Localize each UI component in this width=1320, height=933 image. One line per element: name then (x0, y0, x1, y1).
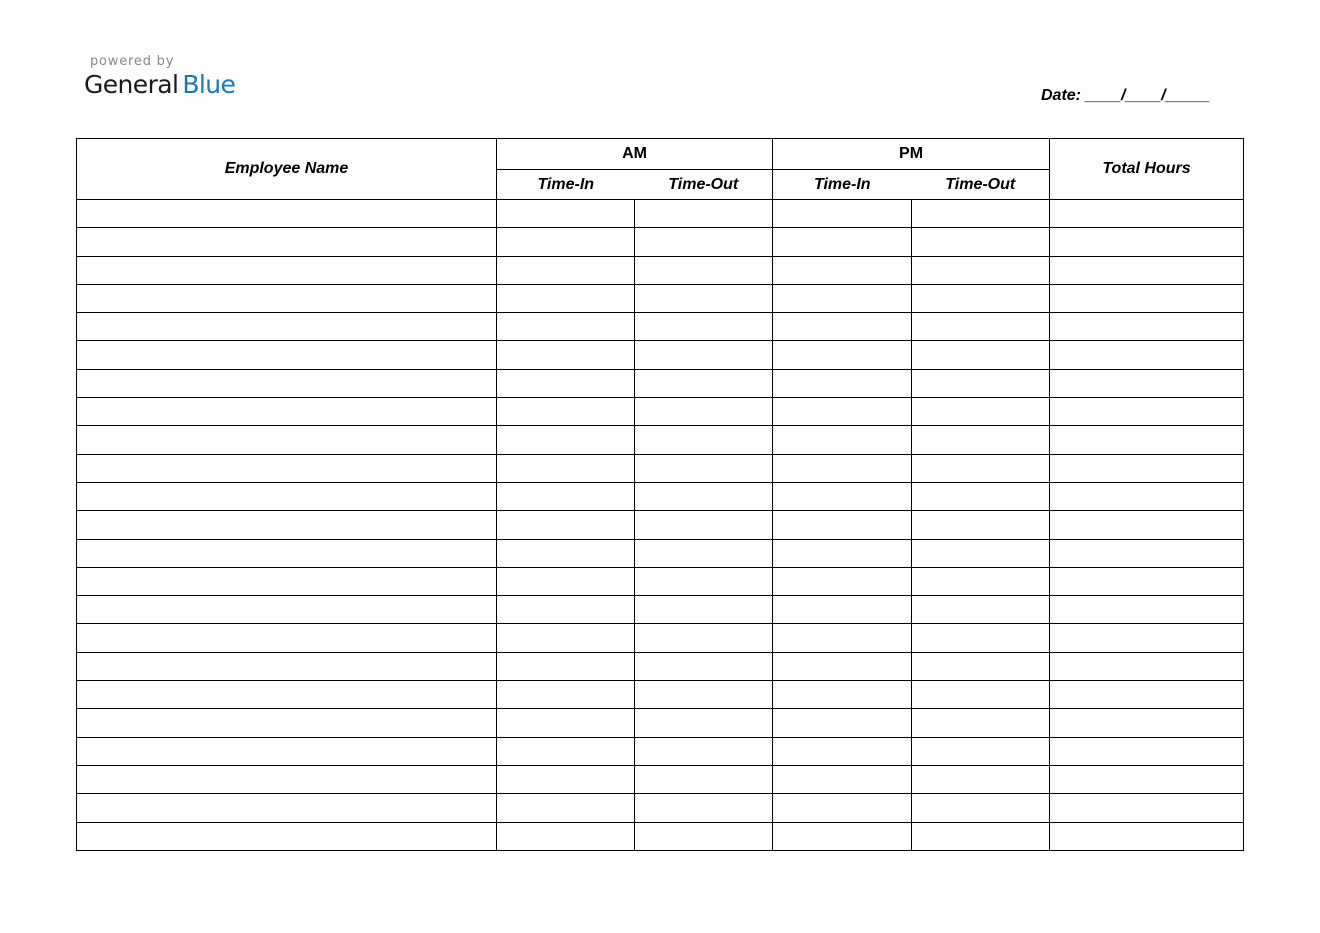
table-row (77, 567, 1244, 595)
total-hours-cell[interactable] (1050, 482, 1244, 510)
total-hours-cell[interactable] (1050, 200, 1244, 228)
am-time-out-cell[interactable] (635, 200, 773, 228)
total-hours-cell[interactable] (1050, 765, 1244, 793)
total-hours-cell[interactable] (1050, 794, 1244, 822)
employee-name-cell[interactable] (77, 567, 497, 595)
time-sheet-table (76, 138, 1244, 851)
pm-time-out-cell[interactable] (912, 426, 1050, 454)
employee-name-cell[interactable] (77, 482, 497, 510)
pm-time-in-cell[interactable] (773, 284, 912, 312)
table-row (77, 822, 1244, 850)
pm-time-in-cell[interactable] (773, 482, 912, 510)
pm-time-in-cell[interactable] (773, 709, 912, 737)
time-sheet-body (77, 200, 1244, 851)
am-time-out-cell[interactable] (635, 794, 773, 822)
employee-name-cell[interactable] (77, 398, 497, 426)
am-time-out-cell[interactable] (635, 596, 773, 624)
am-time-in-cell[interactable] (497, 426, 635, 454)
pm-time-out-cell[interactable] (912, 596, 1050, 624)
pm-time-in-cell[interactable] (773, 822, 912, 850)
total-hours-cell[interactable] (1050, 454, 1244, 482)
am-time-in-cell[interactable] (497, 341, 635, 369)
table-row (77, 681, 1244, 709)
pm-time-in-cell[interactable] (773, 624, 912, 652)
total-hours-cell[interactable] (1050, 737, 1244, 765)
powered-by-text: powered by (90, 54, 175, 69)
employee-name-cell[interactable] (77, 596, 497, 624)
am-time-out-cell[interactable] (635, 369, 773, 397)
am-time-out-cell[interactable] (635, 511, 773, 539)
am-time-in-cell[interactable] (497, 794, 635, 822)
am-time-out-header: Time-Out (635, 170, 773, 200)
am-time-in-cell[interactable] (497, 284, 635, 312)
pm-time-out-cell[interactable] (912, 681, 1050, 709)
brand-name-blue: Blue (182, 70, 236, 99)
pm-time-in-cell[interactable] (773, 369, 912, 397)
total-hours-cell[interactable] (1050, 228, 1244, 256)
pm-time-in-cell[interactable] (773, 539, 912, 567)
am-time-out-cell[interactable] (635, 567, 773, 595)
total-hours-header: Total Hours (1050, 139, 1244, 200)
pm-time-out-cell[interactable] (912, 398, 1050, 426)
pm-time-out-cell[interactable] (912, 737, 1050, 765)
pm-time-out-cell[interactable] (912, 765, 1050, 793)
employee-name-cell[interactable] (77, 228, 497, 256)
employee-name-cell[interactable] (77, 511, 497, 539)
pm-time-out-cell[interactable] (912, 200, 1050, 228)
pm-time-in-cell[interactable] (773, 652, 912, 680)
total-hours-cell[interactable] (1050, 539, 1244, 567)
employee-name-cell[interactable] (77, 313, 497, 341)
pm-time-in-cell[interactable] (773, 426, 912, 454)
table-row (77, 624, 1244, 652)
pm-header: PM (773, 139, 1050, 170)
am-time-in-header: Time-In (497, 170, 635, 200)
employee-name-cell[interactable] (77, 681, 497, 709)
total-hours-cell[interactable] (1050, 652, 1244, 680)
employee-name-cell[interactable] (77, 454, 497, 482)
am-time-in-cell[interactable] (497, 765, 635, 793)
pm-time-in-cell[interactable] (773, 256, 912, 284)
pm-time-out-cell[interactable] (912, 822, 1050, 850)
employee-name-cell[interactable] (77, 794, 497, 822)
pm-time-out-cell[interactable] (912, 482, 1050, 510)
total-hours-cell[interactable] (1050, 284, 1244, 312)
pm-time-in-cell[interactable] (773, 228, 912, 256)
pm-time-out-header: Time-Out (912, 170, 1050, 200)
am-time-out-cell[interactable] (635, 652, 773, 680)
table-row (77, 341, 1244, 369)
total-hours-cell[interactable] (1050, 822, 1244, 850)
am-time-out-cell[interactable] (635, 765, 773, 793)
table-row (77, 228, 1244, 256)
pm-time-out-cell[interactable] (912, 341, 1050, 369)
brand-name-general: General (84, 70, 179, 99)
am-time-in-cell[interactable] (497, 200, 635, 228)
employee-name-header: Employee Name (77, 139, 497, 200)
am-time-out-cell[interactable] (635, 228, 773, 256)
am-time-out-cell[interactable] (635, 709, 773, 737)
am-time-out-cell[interactable] (635, 256, 773, 284)
pm-time-out-cell[interactable] (912, 709, 1050, 737)
table-row (77, 652, 1244, 680)
general-blue-logo (84, 54, 235, 100)
total-hours-cell[interactable] (1050, 709, 1244, 737)
am-time-in-cell[interactable] (497, 539, 635, 567)
am-time-in-cell[interactable] (497, 624, 635, 652)
pm-time-out-cell[interactable] (912, 652, 1050, 680)
total-hours-cell[interactable] (1050, 511, 1244, 539)
employee-name-cell[interactable] (77, 652, 497, 680)
table-row (77, 511, 1244, 539)
am-time-in-cell[interactable] (497, 313, 635, 341)
am-time-in-cell[interactable] (497, 681, 635, 709)
table-row (77, 737, 1244, 765)
employee-name-cell[interactable] (77, 256, 497, 284)
total-hours-cell[interactable] (1050, 341, 1244, 369)
table-row (77, 596, 1244, 624)
am-time-out-cell[interactable] (635, 482, 773, 510)
pm-time-out-cell[interactable] (912, 228, 1050, 256)
total-hours-cell[interactable] (1050, 426, 1244, 454)
am-time-in-cell[interactable] (497, 737, 635, 765)
employee-name-cell[interactable] (77, 369, 497, 397)
am-time-in-cell[interactable] (497, 398, 635, 426)
pm-time-in-cell[interactable] (773, 200, 912, 228)
table-row (77, 765, 1244, 793)
am-time-in-cell[interactable] (497, 256, 635, 284)
pm-time-in-cell[interactable] (773, 313, 912, 341)
pm-time-out-cell[interactable] (912, 539, 1050, 567)
brand-name (84, 70, 235, 100)
am-time-out-cell[interactable] (635, 426, 773, 454)
pm-time-in-cell[interactable] (773, 681, 912, 709)
am-time-out-cell[interactable] (635, 341, 773, 369)
am-time-in-cell[interactable] (497, 454, 635, 482)
am-time-in-cell[interactable] (497, 511, 635, 539)
am-time-in-cell[interactable] (497, 709, 635, 737)
employee-name-cell[interactable] (77, 426, 497, 454)
employee-name-cell[interactable] (77, 539, 497, 567)
employee-name-cell[interactable] (77, 737, 497, 765)
table-row (77, 482, 1244, 510)
pm-time-in-cell[interactable] (773, 596, 912, 624)
am-time-in-cell[interactable] (497, 652, 635, 680)
am-time-out-cell[interactable] (635, 822, 773, 850)
am-time-out-cell[interactable] (635, 624, 773, 652)
am-time-out-cell[interactable] (635, 539, 773, 567)
am-time-in-cell[interactable] (497, 596, 635, 624)
total-hours-cell[interactable] (1050, 681, 1244, 709)
total-hours-cell[interactable] (1050, 313, 1244, 341)
table-row (77, 794, 1244, 822)
am-time-out-cell[interactable] (635, 737, 773, 765)
am-time-out-cell[interactable] (635, 681, 773, 709)
pm-time-in-cell[interactable] (773, 737, 912, 765)
table-row (77, 256, 1244, 284)
employee-name-cell[interactable] (77, 765, 497, 793)
pm-time-out-cell[interactable] (912, 567, 1050, 595)
pm-time-out-cell[interactable] (912, 369, 1050, 397)
date-field[interactable]: Date: ____/____/_____ (1041, 87, 1211, 104)
am-time-out-cell[interactable] (635, 398, 773, 426)
am-time-in-cell[interactable] (497, 567, 635, 595)
pm-time-out-cell[interactable] (912, 284, 1050, 312)
pm-time-in-cell[interactable] (773, 398, 912, 426)
table-row (77, 539, 1244, 567)
am-time-out-cell[interactable] (635, 454, 773, 482)
pm-time-out-cell[interactable] (912, 256, 1050, 284)
pm-time-out-cell[interactable] (912, 313, 1050, 341)
table-row (77, 200, 1244, 228)
table-row (77, 313, 1244, 341)
am-time-in-cell[interactable] (497, 482, 635, 510)
employee-name-cell[interactable] (77, 822, 497, 850)
pm-time-in-cell[interactable] (773, 567, 912, 595)
pm-time-in-cell[interactable] (773, 794, 912, 822)
pm-time-in-cell[interactable] (773, 454, 912, 482)
total-hours-cell[interactable] (1050, 624, 1244, 652)
am-time-in-cell[interactable] (497, 228, 635, 256)
am-header: AM (497, 139, 773, 170)
total-hours-cell[interactable] (1050, 596, 1244, 624)
table-row (77, 284, 1244, 312)
total-hours-cell[interactable] (1050, 398, 1244, 426)
total-hours-cell[interactable] (1050, 256, 1244, 284)
pm-time-out-cell[interactable] (912, 511, 1050, 539)
table-row (77, 398, 1244, 426)
employee-name-cell[interactable] (77, 341, 497, 369)
employee-name-cell[interactable] (77, 709, 497, 737)
total-hours-cell[interactable] (1050, 567, 1244, 595)
pm-time-in-cell[interactable] (773, 511, 912, 539)
am-time-out-cell[interactable] (635, 313, 773, 341)
employee-name-cell[interactable] (77, 624, 497, 652)
pm-time-in-header: Time-In (773, 170, 912, 200)
total-hours-cell[interactable] (1050, 369, 1244, 397)
table-row (77, 369, 1244, 397)
employee-name-cell[interactable] (77, 200, 497, 228)
am-time-out-cell[interactable] (635, 284, 773, 312)
pm-time-in-cell[interactable] (773, 765, 912, 793)
pm-time-out-cell[interactable] (912, 794, 1050, 822)
am-time-in-cell[interactable] (497, 369, 635, 397)
employee-name-cell[interactable] (77, 284, 497, 312)
table-row (77, 454, 1244, 482)
pm-time-in-cell[interactable] (773, 341, 912, 369)
table-row (77, 709, 1244, 737)
pm-time-out-cell[interactable] (912, 624, 1050, 652)
am-time-in-cell[interactable] (497, 822, 635, 850)
table-row (77, 426, 1244, 454)
pm-time-out-cell[interactable] (912, 454, 1050, 482)
